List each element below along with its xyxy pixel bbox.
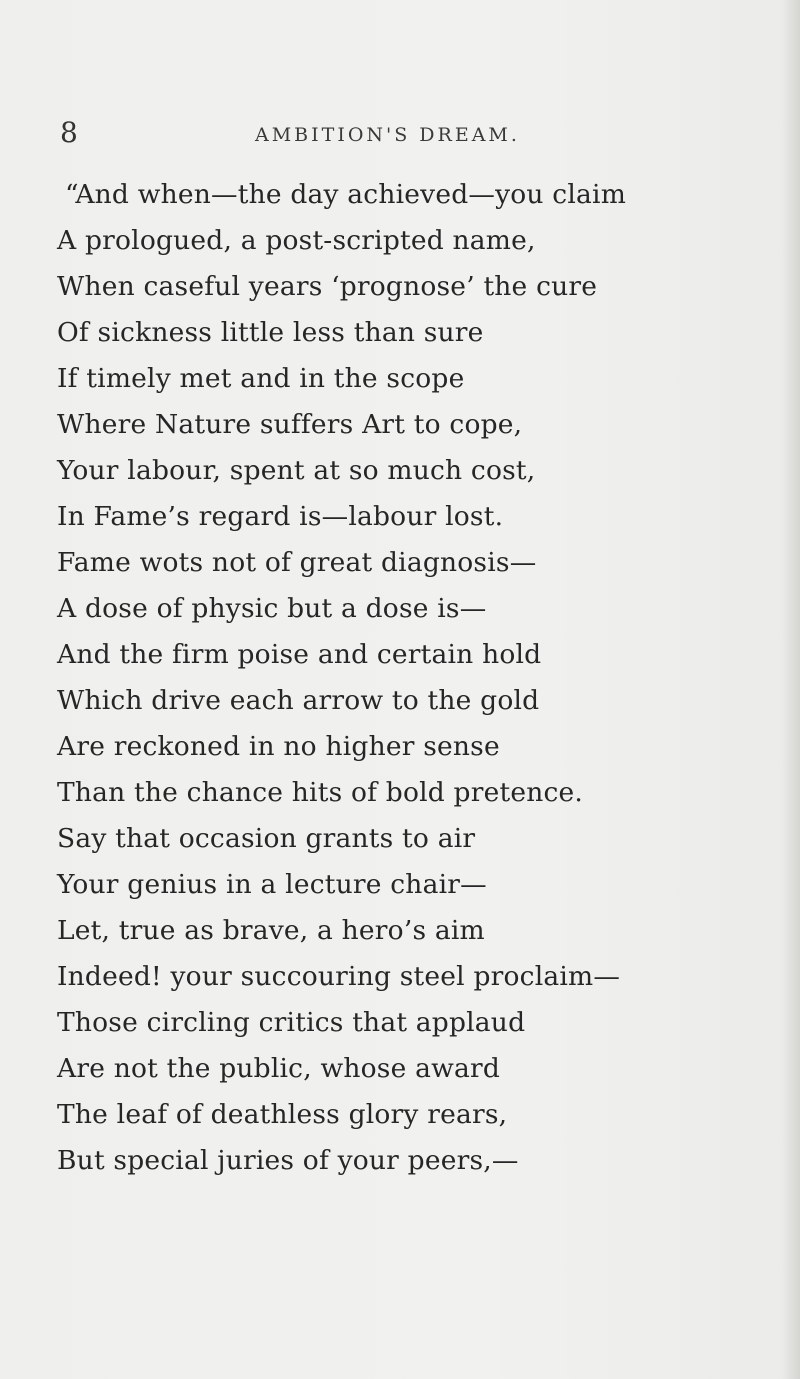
poem-line: Say that occasion grants to air — [57, 823, 476, 854]
poem-line: Are not the public, whose award — [57, 1053, 500, 1084]
poem-line: Which drive each arrow to the gold — [57, 685, 540, 716]
poem-line: The leaf of deathless glory rears, — [57, 1099, 508, 1130]
poem-line: Are reckoned in no higher sense — [57, 731, 500, 762]
poem-text — [57, 172, 797, 1184]
poem-line: Than the chance hits of bold pretence. — [57, 777, 584, 808]
poem-line: Those circling critics that applaud — [57, 1007, 526, 1038]
poem-line: A prologued, a post-scripted name, — [57, 225, 536, 256]
poem-line: “And when—the day achieved—you claim — [65, 179, 627, 210]
poem-line: Your genius in a lecture chair— — [57, 869, 487, 900]
page-number: 8 — [60, 116, 78, 149]
poem-line: If timely met and in the scope — [57, 363, 465, 394]
poem-line: Indeed! your succouring steel proclaim— — [57, 961, 621, 992]
poem-line: And the firm poise and certain hold — [57, 639, 542, 670]
poem-line: Let, true as brave, a hero’s aim — [57, 915, 485, 946]
running-head: AMBITION'S DREAM. — [255, 124, 520, 146]
poem-line: Of sickness little less than sure — [57, 317, 484, 348]
poem-line: A dose of physic but a dose is— — [57, 593, 487, 624]
page-header — [0, 116, 800, 149]
poem-line: But special juries of your peers,— — [57, 1145, 519, 1176]
poem-line: In Fame’s regard is—labour lost. — [57, 501, 504, 532]
poem-line: Fame wots not of great diagnosis— — [57, 547, 537, 578]
poem-line: When caseful years ‘prognose’ the cure — [57, 271, 598, 302]
poem-line: Your labour, spent at so much cost, — [57, 455, 536, 486]
poem-line: Where Nature suffers Art to cope, — [57, 409, 523, 440]
